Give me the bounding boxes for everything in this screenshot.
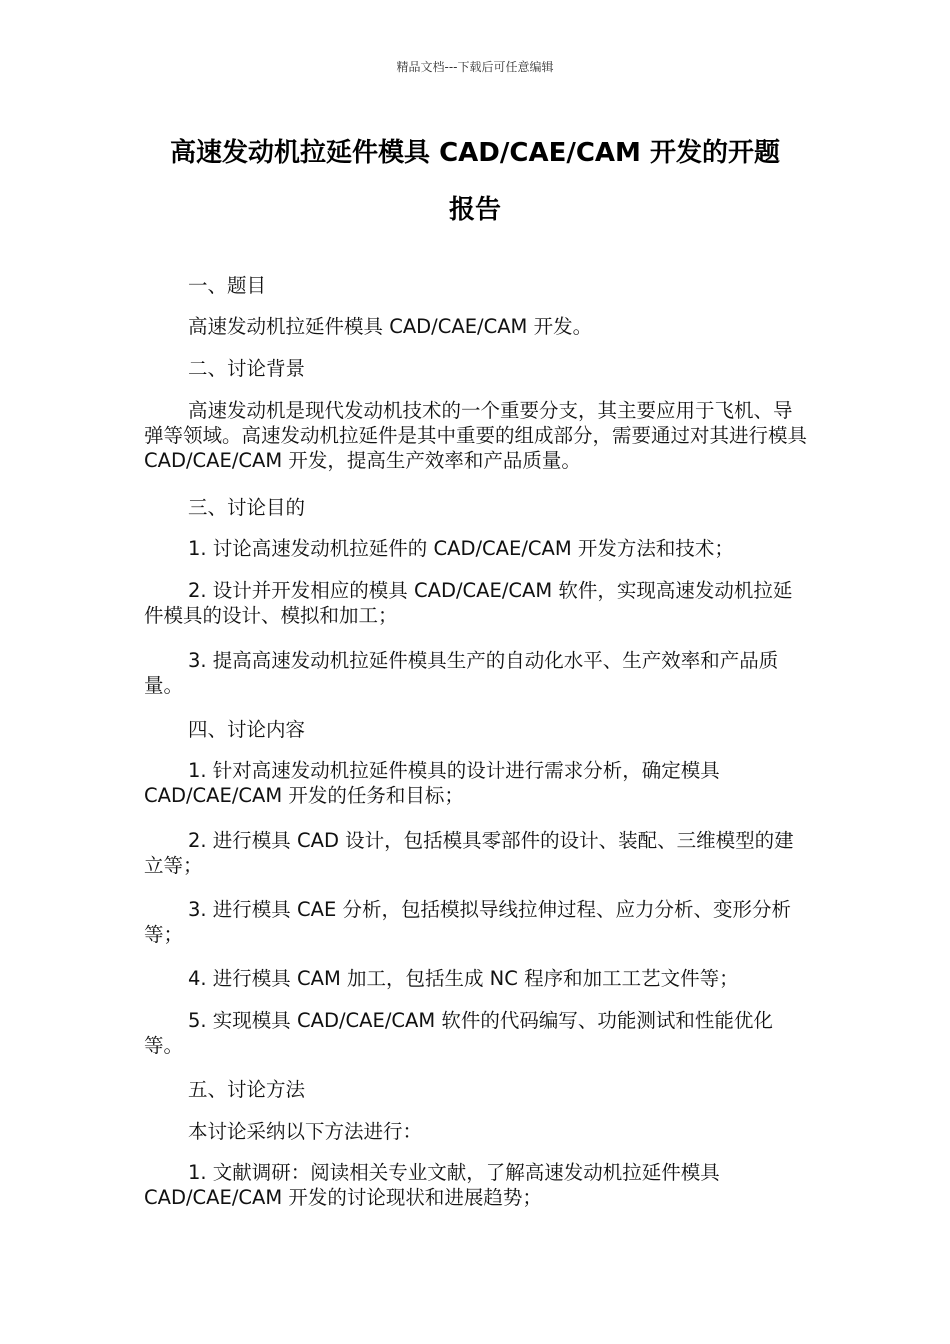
section-5-item-1: 1. 文献调研：阅读相关专业文献，了解高速发动机拉延件模具 CAD/CAE/CAM 开发的讨论现状和进展趋势； bbox=[144, 1161, 720, 1209]
section-3-item-1: 1. 讨论高速发动机拉延件的 CAD/CAE/CAM 开发方法和技术； bbox=[188, 537, 734, 560]
section-5-text: 本讨论采纳以下方法进行： bbox=[188, 1120, 423, 1143]
section-5-heading: 五、讨论方法 bbox=[188, 1078, 306, 1101]
section-4-item-3: 3. 进行模具 CAE 分析，包括模拟导线拉伸过程、应力分析、变形分析等； bbox=[144, 898, 791, 946]
section-3-heading: 三、讨论目的 bbox=[188, 496, 306, 519]
section-4-item-5: 5. 实现模具 CAD/CAE/CAM 软件的代码编写、功能测试和性能优化等。 bbox=[144, 1009, 773, 1057]
section-2-text: 高速发动机是现代发动机技术的一个重要分支，其主要应用于飞机、导弹等领域。高速发动机拉延件是其中重要的组成部分，需要通过对其进行模具 CAD/CAE/CAM 开发，提高生产效率和产品质量。 bbox=[144, 399, 808, 472]
section-1-heading: 一、题目 bbox=[188, 274, 267, 297]
section-3-item-2: 2. 设计并开发相应的模具 CAD/CAE/CAM 软件，实现高速发动机拉延件模具的设计、模拟和加工； bbox=[144, 579, 793, 627]
section-4-item-4: 4. 进行模具 CAM 加工，包括生成 NC 程序和加工工艺文件等； bbox=[188, 967, 739, 990]
section-1-text: 高速发动机拉延件模具 CAD/CAE/CAM 开发。 bbox=[188, 315, 593, 338]
section-3-item-3: 3. 提高高速发动机拉延件模具生产的自动化水平、生产效率和产品质量。 bbox=[144, 649, 779, 697]
section-4-item-1: 1. 针对高速发动机拉延件模具的设计进行需求分析，确定模具 CAD/CAE/CAM 开发的任务和目标； bbox=[144, 759, 720, 807]
page-header: 精品文档---下载后可任意编辑 bbox=[396, 60, 554, 74]
document-title-line-2: 报告 bbox=[448, 195, 501, 225]
section-4-heading: 四、讨论内容 bbox=[188, 718, 306, 741]
document-title-line-1: 高速发动机拉延件模具 CAD/CAE/CAM 开发的开题 bbox=[170, 138, 780, 168]
section-2-heading: 二、讨论背景 bbox=[188, 357, 306, 380]
section-4-item-2: 2. 进行模具 CAD 设计，包括模具零部件的设计、装配、三维模型的建立等； bbox=[144, 829, 794, 877]
